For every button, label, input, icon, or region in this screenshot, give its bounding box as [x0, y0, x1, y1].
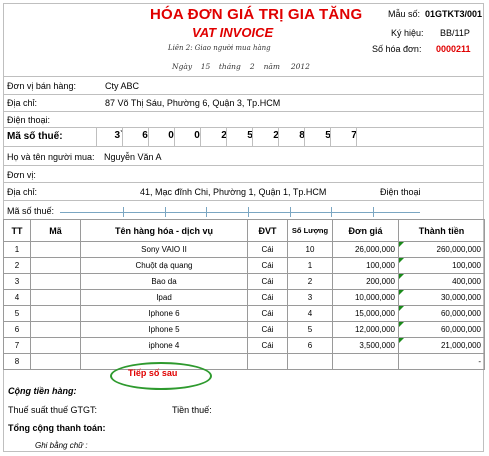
seller-address: 87 Võ Thị Sáu, Phường 6, Quận 3, Tp.HCM [105, 98, 281, 108]
buyer-name-label: Họ và tên người mua: [7, 152, 95, 162]
cell-dvt: Cái [248, 258, 288, 274]
invoice-number: 0000211 [436, 44, 471, 54]
cell-tt: 3 [4, 274, 31, 290]
cell-soluong: 1 [288, 258, 333, 274]
seller-name-label: Đơn vị bán hàng: [7, 81, 76, 91]
seller-name: Cty ABC [105, 81, 140, 91]
cell-dvt: Cái [248, 306, 288, 322]
cell-ma [31, 322, 81, 338]
cell-ma [31, 306, 81, 322]
cell-ten: iphone 4 [81, 338, 248, 354]
cell-dvt: Cái [248, 338, 288, 354]
cell-thanhtien: 100,000 [399, 258, 485, 274]
cell-tt: 2 [4, 258, 31, 274]
cell-ma [31, 274, 81, 290]
invoice-subtitle: VAT INVOICE [192, 25, 274, 40]
table-row [4, 338, 485, 354]
cell-soluong: 5 [288, 322, 333, 338]
cell-dongia: 10,000,000 [333, 290, 399, 306]
table-header-row [4, 220, 485, 242]
cell-ten: Ipad [81, 290, 248, 306]
cell-thanhtien: 21,000,000 [399, 338, 485, 354]
cell-tt: 6 [4, 322, 31, 338]
continue-note: Tiếp số sau [128, 368, 178, 378]
items-table [3, 219, 485, 370]
cell-dvt: Cái [248, 322, 288, 338]
cell-dvt: Cái [248, 290, 288, 306]
seller-phone-label: Điện thoại: [7, 115, 51, 125]
cell-ten: Chuột dạ quang [81, 258, 248, 274]
cell-soluong [288, 354, 333, 370]
cell-dongia: 100,000 [333, 258, 399, 274]
buyer-name: Nguyễn Văn A [104, 152, 162, 162]
cell-thanhtien: 60,000,000 [399, 306, 485, 322]
subtotal-label: Cộng tiền hàng: [8, 386, 77, 396]
cell-dvt [248, 354, 288, 370]
tax-digit: 6 [142, 130, 148, 141]
cell-ten: Bao da [81, 274, 248, 290]
date-month-label: tháng [218, 62, 241, 71]
table-row [4, 290, 485, 306]
date-day: 15 [200, 62, 211, 71]
date-year-label: năm [263, 62, 281, 71]
cell-tt: 5 [4, 306, 31, 322]
symbol-value: BB/11P [440, 28, 470, 38]
cell-thanhtien: 60,000,000 [399, 322, 485, 338]
cell-ma [31, 290, 81, 306]
cell-dongia: 12,000,000 [333, 322, 399, 338]
total-label: Tổng cộng thanh toán: [8, 423, 106, 433]
invoice-date [172, 62, 318, 71]
cell-dongia: 200,000 [333, 274, 399, 290]
cell-soluong: 3 [288, 290, 333, 306]
table-row [4, 322, 485, 338]
symbol-label: Ký hiệu: [391, 28, 424, 38]
cell-soluong: 10 [288, 242, 333, 258]
tax-digit: 3` [114, 130, 124, 141]
vat-rate-label: Thuế suất thuế GTGT: [8, 405, 98, 415]
cell-ten: Iphone 5 [81, 322, 248, 338]
col-header-ten: Tên hàng hóa - dịch vụ [81, 220, 248, 242]
cell-ten: Sony VAIO II [81, 242, 248, 258]
col-header-dongia: Đơn giá [333, 220, 399, 242]
buyer-address: 41, Mạc đĩnh Chi, Phường 1, Quận 1, Tp.HCM [140, 187, 327, 197]
form-label: Mẫu số: [388, 9, 421, 19]
cell-dvt: Cái [248, 242, 288, 258]
cell-dvt: Cái [248, 274, 288, 290]
seller-address-label: Địa chỉ: [7, 98, 38, 108]
table-row [4, 306, 485, 322]
cell-soluong: 6 [288, 338, 333, 354]
table-row [4, 354, 485, 370]
tax-digit: 0 [168, 130, 174, 141]
cell-tt: 4 [4, 290, 31, 306]
cell-tt: 1 [4, 242, 31, 258]
form-value: 01GTKT3/001 [425, 9, 483, 19]
copy-note: Liên 2: Giao người mua hàng [168, 44, 271, 52]
cell-tt: 8 [4, 354, 31, 370]
cell-dongia: 3,500,000 [333, 338, 399, 354]
invoice-number-label: Số hóa đơn: [372, 44, 422, 54]
tax-digit: 5 [325, 130, 331, 141]
cell-ten: Iphone 6 [81, 306, 248, 322]
cell-thanhtien: 260,000,000 [399, 242, 485, 258]
cell-ma [31, 242, 81, 258]
col-header-dvt: ĐVT [248, 220, 288, 242]
cell-dongia: 15,000,000 [333, 306, 399, 322]
cell-dongia: 26,000,000 [333, 242, 399, 258]
table-row [4, 242, 485, 258]
col-header-soluong: Số Lượng [288, 220, 333, 242]
tax-digit: 2 [221, 130, 227, 141]
cell-tt: 7 [4, 338, 31, 354]
cell-thanhtien: - [399, 354, 485, 370]
cell-soluong: 2 [288, 274, 333, 290]
buyer-unit-label: Đơn vị: [7, 170, 36, 180]
table-row [4, 258, 485, 274]
cell-ma [31, 338, 81, 354]
buyer-address-label: Địa chỉ: [7, 187, 38, 197]
tax-digit: 0 [194, 130, 200, 141]
tax-digit: 2 [273, 130, 279, 141]
tax-digit: 8 [299, 130, 305, 141]
col-header-tt: TT [4, 220, 31, 242]
buyer-phone-label: Điện thoại [380, 187, 421, 197]
cell-ma [31, 354, 81, 370]
amount-in-words-label: Ghi bằng chữ : [35, 441, 88, 450]
date-year: 2012 [290, 62, 310, 71]
col-header-ma: Mã [31, 220, 81, 242]
cell-dongia [333, 354, 399, 370]
seller-tax-label: Mã số thuế: [7, 131, 63, 142]
cell-ma [31, 258, 81, 274]
cell-thanhtien: 30,000,000 [399, 290, 485, 306]
tax-digit: 7 [351, 130, 357, 141]
col-header-thanhtien: Thành tiền [399, 220, 485, 242]
date-day-label: Ngày [172, 62, 193, 71]
date-month: 2 [249, 62, 255, 71]
vat-amount-label: Tiền thuế: [172, 405, 212, 415]
tax-digit: 5 [247, 130, 253, 141]
cell-soluong: 4 [288, 306, 333, 322]
cell-thanhtien: 400,000 [399, 274, 485, 290]
table-row [4, 274, 485, 290]
invoice-title: HÓA ĐƠN GIÁ TRỊ GIA TĂNG [150, 6, 363, 23]
buyer-tax-label: Mã số thuế: [7, 206, 55, 216]
buyer-tax-line [60, 212, 420, 213]
